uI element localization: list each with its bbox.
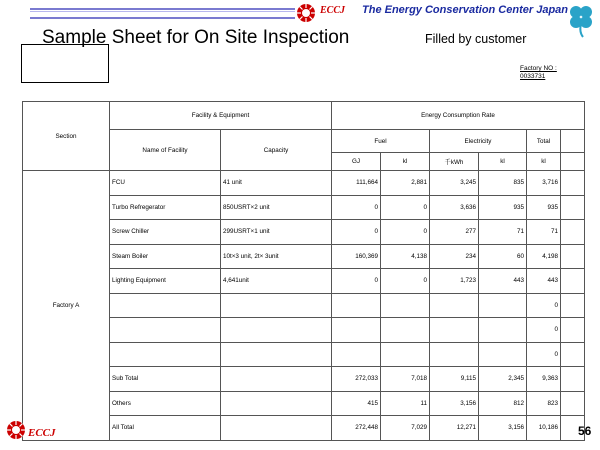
inspection-table — [22, 101, 585, 441]
total-header: Total — [527, 130, 561, 153]
facility-group-header: Facility & Equipment — [110, 102, 332, 130]
cell-kl2: 935 — [479, 195, 527, 220]
eccj-logo-icon — [296, 3, 316, 23]
cell-kl2: 60 — [479, 244, 527, 269]
cell-kwh: 3,636 — [430, 195, 479, 220]
cell-kl2 — [479, 293, 527, 318]
cell-kl1 — [381, 293, 430, 318]
unit-kwh: 千kWh — [430, 153, 479, 171]
page-number: 56 — [578, 424, 592, 438]
cell-kl2: 3,156 — [479, 416, 527, 441]
organization-name: The Energy Conservation Center Japan — [362, 4, 568, 16]
factory-number — [520, 65, 557, 81]
energy-group-header: Energy Consumption Rate — [332, 102, 585, 130]
unit-spare — [561, 153, 585, 171]
cell-gj: 272,033 — [332, 367, 381, 392]
cell-kl1: 0 — [381, 195, 430, 220]
cell-gj: 111,664 — [332, 171, 381, 196]
cell-kwh — [430, 342, 479, 367]
cell-gj — [332, 318, 381, 343]
cell-kwh: 3,156 — [430, 391, 479, 416]
cell-total: 4,198 — [527, 244, 561, 269]
cell-gj: 0 — [332, 269, 381, 294]
cell-total: 10,186 — [527, 416, 561, 441]
cell-total: 935 — [527, 195, 561, 220]
section-cell: Factory A — [23, 171, 110, 441]
cell-spare — [561, 171, 585, 196]
cell-kwh: 12,271 — [430, 416, 479, 441]
header-rule-inner — [30, 11, 295, 12]
cell-gj: 0 — [332, 220, 381, 245]
clover-icon — [565, 2, 597, 38]
cell-name: FCU — [110, 171, 221, 196]
cell-name: Sub Total — [110, 367, 221, 392]
filled-by-note: Filled by customer — [425, 32, 527, 46]
page-title: Sample Sheet for On Site Inspection — [42, 27, 350, 48]
cell-capacity — [221, 367, 332, 392]
cell-spare — [561, 195, 585, 220]
cell-capacity: 299USRT×1 unit — [221, 220, 332, 245]
factory-number-value: 0033731 — [520, 73, 546, 80]
cell-spare — [561, 391, 585, 416]
cell-total: 9,363 — [527, 367, 561, 392]
cell-total: 3,716 — [527, 171, 561, 196]
table-row — [23, 171, 585, 196]
spare-header — [561, 130, 585, 153]
cell-kwh: 234 — [430, 244, 479, 269]
cell-kl2: 812 — [479, 391, 527, 416]
cell-kwh: 3,245 — [430, 171, 479, 196]
cell-name: All Total — [110, 416, 221, 441]
cell-kwh — [430, 293, 479, 318]
cell-total: 0 — [527, 293, 561, 318]
cell-kl2: 443 — [479, 269, 527, 294]
cell-total: 443 — [527, 269, 561, 294]
cell-kl2 — [479, 318, 527, 343]
capacity-header: Capacity — [221, 130, 332, 171]
cell-spare — [561, 293, 585, 318]
fuel-header: Fuel — [332, 130, 430, 153]
eccj-logo-icon-footer — [6, 420, 26, 440]
cell-kwh: 1,723 — [430, 269, 479, 294]
cell-gj: 415 — [332, 391, 381, 416]
cell-gj — [332, 293, 381, 318]
cell-kl1: 2,881 — [381, 171, 430, 196]
electricity-header: Electricity — [430, 130, 527, 153]
cell-kl1 — [381, 318, 430, 343]
cell-name: Steam Boiler — [110, 244, 221, 269]
cell-spare — [561, 367, 585, 392]
cell-kl1: 11 — [381, 391, 430, 416]
cell-spare — [561, 244, 585, 269]
cell-total: 71 — [527, 220, 561, 245]
eccj-logo-text-footer: ECCJ — [28, 427, 56, 439]
blank-entry-box — [21, 44, 109, 83]
cell-name: Others — [110, 391, 221, 416]
unit-kl-total: kl — [527, 153, 561, 171]
cell-name: Turbo Refregerator — [110, 195, 221, 220]
cell-total: 823 — [527, 391, 561, 416]
cell-kwh: 277 — [430, 220, 479, 245]
cell-kl1: 7,029 — [381, 416, 430, 441]
cell-gj: 160,369 — [332, 244, 381, 269]
cell-capacity: 10t×3 unit, 2t× 3unit — [221, 244, 332, 269]
cell-kl2 — [479, 342, 527, 367]
eccj-logo-text: ECCJ — [320, 5, 346, 16]
cell-capacity: 4,641unit — [221, 269, 332, 294]
cell-name: Lighting Equipment — [110, 269, 221, 294]
cell-kl1: 4,138 — [381, 244, 430, 269]
cell-kl2: 2,345 — [479, 367, 527, 392]
cell-gj: 272,448 — [332, 416, 381, 441]
cell-kl1 — [381, 342, 430, 367]
cell-capacity: 850USRT×2 unit — [221, 195, 332, 220]
cell-kwh: 9,115 — [430, 367, 479, 392]
cell-total: 0 — [527, 342, 561, 367]
cell-name — [110, 318, 221, 343]
cell-kl2: 71 — [479, 220, 527, 245]
name-header: Name of Facility — [110, 130, 221, 171]
cell-capacity — [221, 416, 332, 441]
section-header: Section — [23, 102, 110, 171]
unit-gj: GJ — [332, 153, 381, 171]
unit-kl-fuel: kl — [381, 153, 430, 171]
cell-spare — [561, 269, 585, 294]
cell-kl1: 0 — [381, 220, 430, 245]
cell-gj: 0 — [332, 195, 381, 220]
header-rule — [30, 8, 295, 19]
cell-spare — [561, 342, 585, 367]
cell-name: Screw Chiller — [110, 220, 221, 245]
cell-total: 0 — [527, 318, 561, 343]
cell-name — [110, 293, 221, 318]
cell-kl2: 835 — [479, 171, 527, 196]
cell-spare — [561, 220, 585, 245]
factory-number-label: Factory NO : — [520, 65, 557, 72]
cell-capacity — [221, 318, 332, 343]
unit-kl-elec: kl — [479, 153, 527, 171]
cell-name — [110, 342, 221, 367]
cell-capacity — [221, 391, 332, 416]
cell-kl1: 7,018 — [381, 367, 430, 392]
cell-capacity — [221, 293, 332, 318]
cell-capacity — [221, 342, 332, 367]
cell-gj — [332, 342, 381, 367]
cell-kl1: 0 — [381, 269, 430, 294]
cell-capacity: 41 unit — [221, 171, 332, 196]
cell-spare — [561, 318, 585, 343]
cell-kwh — [430, 318, 479, 343]
